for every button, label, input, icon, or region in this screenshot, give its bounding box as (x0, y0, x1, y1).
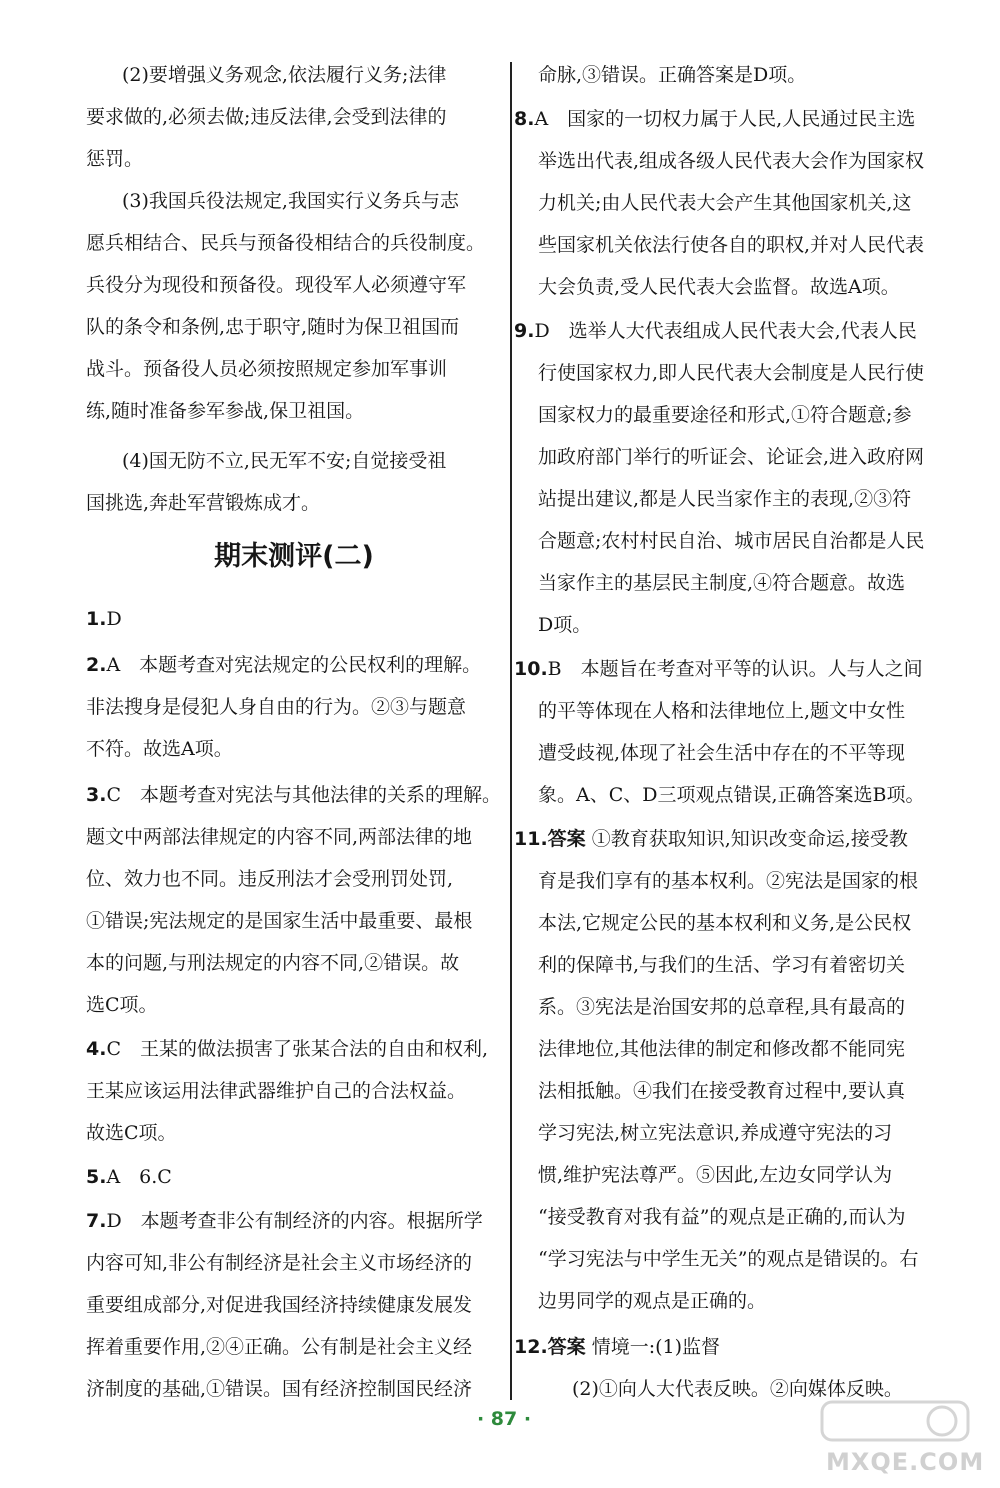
text-line: (4)国无防不立,民无军不安;自觉接受祖 (122, 450, 447, 472)
text-line: 大会负责,受人民代表大会监督。故选A项。 (538, 276, 900, 298)
answer-text: 情境一:(1)监督 (591, 1336, 721, 1358)
answer-text: D 选举人大代表组成人民代表大会,代表人民 (534, 320, 917, 342)
text-line: 济制度的基础,①错误。国有经济控制国民经济 (86, 1378, 473, 1400)
answer-number: 12. (514, 1336, 548, 1358)
answer-item (514, 1334, 720, 1360)
text-line: 国挑选,奔赴军营锻炼成才。 (86, 492, 321, 514)
answer-number: 5. (86, 1166, 107, 1188)
text-line: 内容可知,非公有制经济是社会主义市场经济的 (86, 1252, 473, 1274)
text-line: 利的保障书,与我们的生活、学习有着密切关 (538, 954, 906, 976)
text-line: 兵役分为现役和预备役。现役军人必须遵守军 (86, 274, 467, 296)
answer-item (514, 106, 915, 132)
text-line: 命脉,③错误。正确答案是D项。 (538, 64, 807, 86)
answer-text: B 本题旨在考查对平等的认识。人与人之间 (547, 658, 923, 680)
section-title: 期末测评(二) (214, 541, 374, 572)
answer-item (86, 606, 122, 632)
text-line: 练,随时准备参军参战,保卫祖国。 (86, 400, 365, 422)
text-line: 些国家机关依法行使各自的职权,并对人民代表 (538, 234, 925, 256)
text-line: 系。③宪法是治国安邦的总章程,具有最高的 (538, 996, 906, 1018)
answer-number: 8. (514, 108, 535, 130)
page-number: · 87 · (476, 1408, 532, 1430)
text-line: 本法,它规定公民的基本权利和义务,是公民权 (538, 912, 912, 934)
answer-item (86, 782, 501, 808)
text-line: 王某应该运用法律武器维护自己的合法权益。 (86, 1080, 467, 1102)
answer-label: 答案 (547, 828, 586, 850)
watermark (816, 1398, 986, 1488)
text-line: 重要组成部分,对促进我国经济持续健康发展发 (86, 1294, 473, 1316)
text-line: 合题意;农村村民自治、城市居民自治都是人民 (538, 530, 925, 552)
answer-text: A 本题考查对宪法规定的公民权利的理解。 (106, 654, 482, 676)
seal-logo-icon (820, 1398, 970, 1444)
text-line: 象。A、C、D三项观点错误,正确答案选B项。 (538, 784, 925, 806)
answer-text: D (106, 608, 122, 630)
answer-number: 10. (514, 658, 548, 680)
text-line: 题文中两部法律规定的内容不同,两部法律的地 (86, 826, 473, 848)
text-line: 学习宪法,树立宪法意识,养成遵守宪法的习 (538, 1122, 893, 1144)
column-divider (510, 62, 512, 1400)
text-line: 愿兵相结合、民兵与预备役相结合的兵役制度。 (86, 232, 486, 254)
answer-number: 1. (86, 608, 107, 630)
text-line: “学习宪法与中学生无关”的观点是错误的。右 (538, 1248, 919, 1270)
answer-item (86, 1036, 488, 1062)
answer-item (86, 1164, 172, 1190)
text-line: 队的条令和条例,忠于职守,随时为保卫祖国而 (86, 316, 460, 338)
text-line: 国家权力的最重要途径和形式,①符合题意;参 (538, 404, 912, 426)
text-line: 边男同学的观点是正确的。 (538, 1290, 767, 1312)
text-line: 位、效力也不同。违反刑法才会受刑罚处罚, (86, 868, 454, 890)
answer-text: C 本题考查对宪法与其他法律的关系的理解。 (106, 784, 501, 806)
answer-item (514, 656, 923, 682)
answer-item (86, 1208, 483, 1234)
text-line: ①错误;宪法规定的是国家生活中最重要、最根 (86, 910, 473, 932)
text-line: 挥着重要作用,②④正确。公有制是社会主义经 (86, 1336, 473, 1358)
answer-text: D 本题考查非公有制经济的内容。根据所学 (106, 1210, 483, 1232)
text-line: 遭受歧视,体现了社会生活中存在的不平等现 (538, 742, 906, 764)
answer-text: ①教育获取知识,知识改变命运,接受教 (591, 828, 908, 850)
text-line: 不符。故选A项。 (86, 738, 233, 760)
answer-item (514, 318, 917, 344)
text-line: 要求做的,必须去做;违反法律,会受到法律的 (86, 106, 447, 128)
text-line: 本的问题,与刑法规定的内容不同,②错误。故 (86, 952, 460, 974)
text-line: 力机关;由人民代表大会产生其他国家机关,这 (538, 192, 912, 214)
text-line: 站提出建议,都是人民当家作主的表现,②③符 (538, 488, 912, 510)
text-line: (2)要增强义务观念,依法履行义务;法律 (122, 64, 447, 86)
text-line: “接受教育对我有益”的观点是正确的,而认为 (538, 1206, 906, 1228)
text-line: 非法搜身是侵犯人身自由的行为。②③与题意 (86, 696, 467, 718)
answer-text: A 国家的一切权力属于人民,人民通过民主选 (534, 108, 916, 130)
text-line: 的平等体现在人格和法律地位上,题文中女性 (538, 700, 906, 722)
text-line: (2)①向人大代表反映。②向媒体反映。 (572, 1378, 903, 1400)
text-line: 惯,维护宪法尊严。⑤因此,左边女同学认为 (538, 1164, 893, 1186)
answer-number: 4. (86, 1038, 107, 1060)
answer-text: C 王某的做法损害了张某合法的自由和权利, (106, 1038, 489, 1060)
answer-text: A 6.C (106, 1166, 172, 1188)
watermark-text: MXQE.COM (826, 1448, 985, 1476)
text-line: (3)我国兵役法规定,我国实行义务兵与志 (122, 190, 459, 212)
answer-number: 3. (86, 784, 107, 806)
text-line: 法相抵触。④我们在接受教育过程中,要认真 (538, 1080, 906, 1102)
text-line: 举选出代表,组成各级人民代表大会作为国家权 (538, 150, 925, 172)
answer-item (86, 652, 481, 678)
answer-number: 11. (514, 828, 548, 850)
text-line: 行使国家权力,即人民代表大会制度是人民行使 (538, 362, 925, 384)
text-line: D项。 (538, 614, 592, 636)
text-line: 惩罚。 (86, 148, 144, 170)
text-line: 当家作主的基层民主制度,④符合题意。故选 (538, 572, 906, 594)
answer-number: 9. (514, 320, 535, 342)
text-line: 加政府部门举行的听证会、论证会,进入政府网 (538, 446, 925, 468)
answer-number: 2. (86, 654, 107, 676)
answer-label: 答案 (547, 1336, 586, 1358)
text-line: 故选C项。 (86, 1122, 177, 1144)
text-line: 育是我们享有的基本权利。②宪法是国家的根 (538, 870, 919, 892)
answer-number: 7. (86, 1210, 107, 1232)
answer-item (514, 826, 908, 852)
text-line: 选C项。 (86, 994, 158, 1016)
text-line: 法律地位,其他法律的制定和修改都不能同宪 (538, 1038, 906, 1060)
text-line: 战斗。预备役人员必须按照规定参加军事训 (86, 358, 448, 380)
